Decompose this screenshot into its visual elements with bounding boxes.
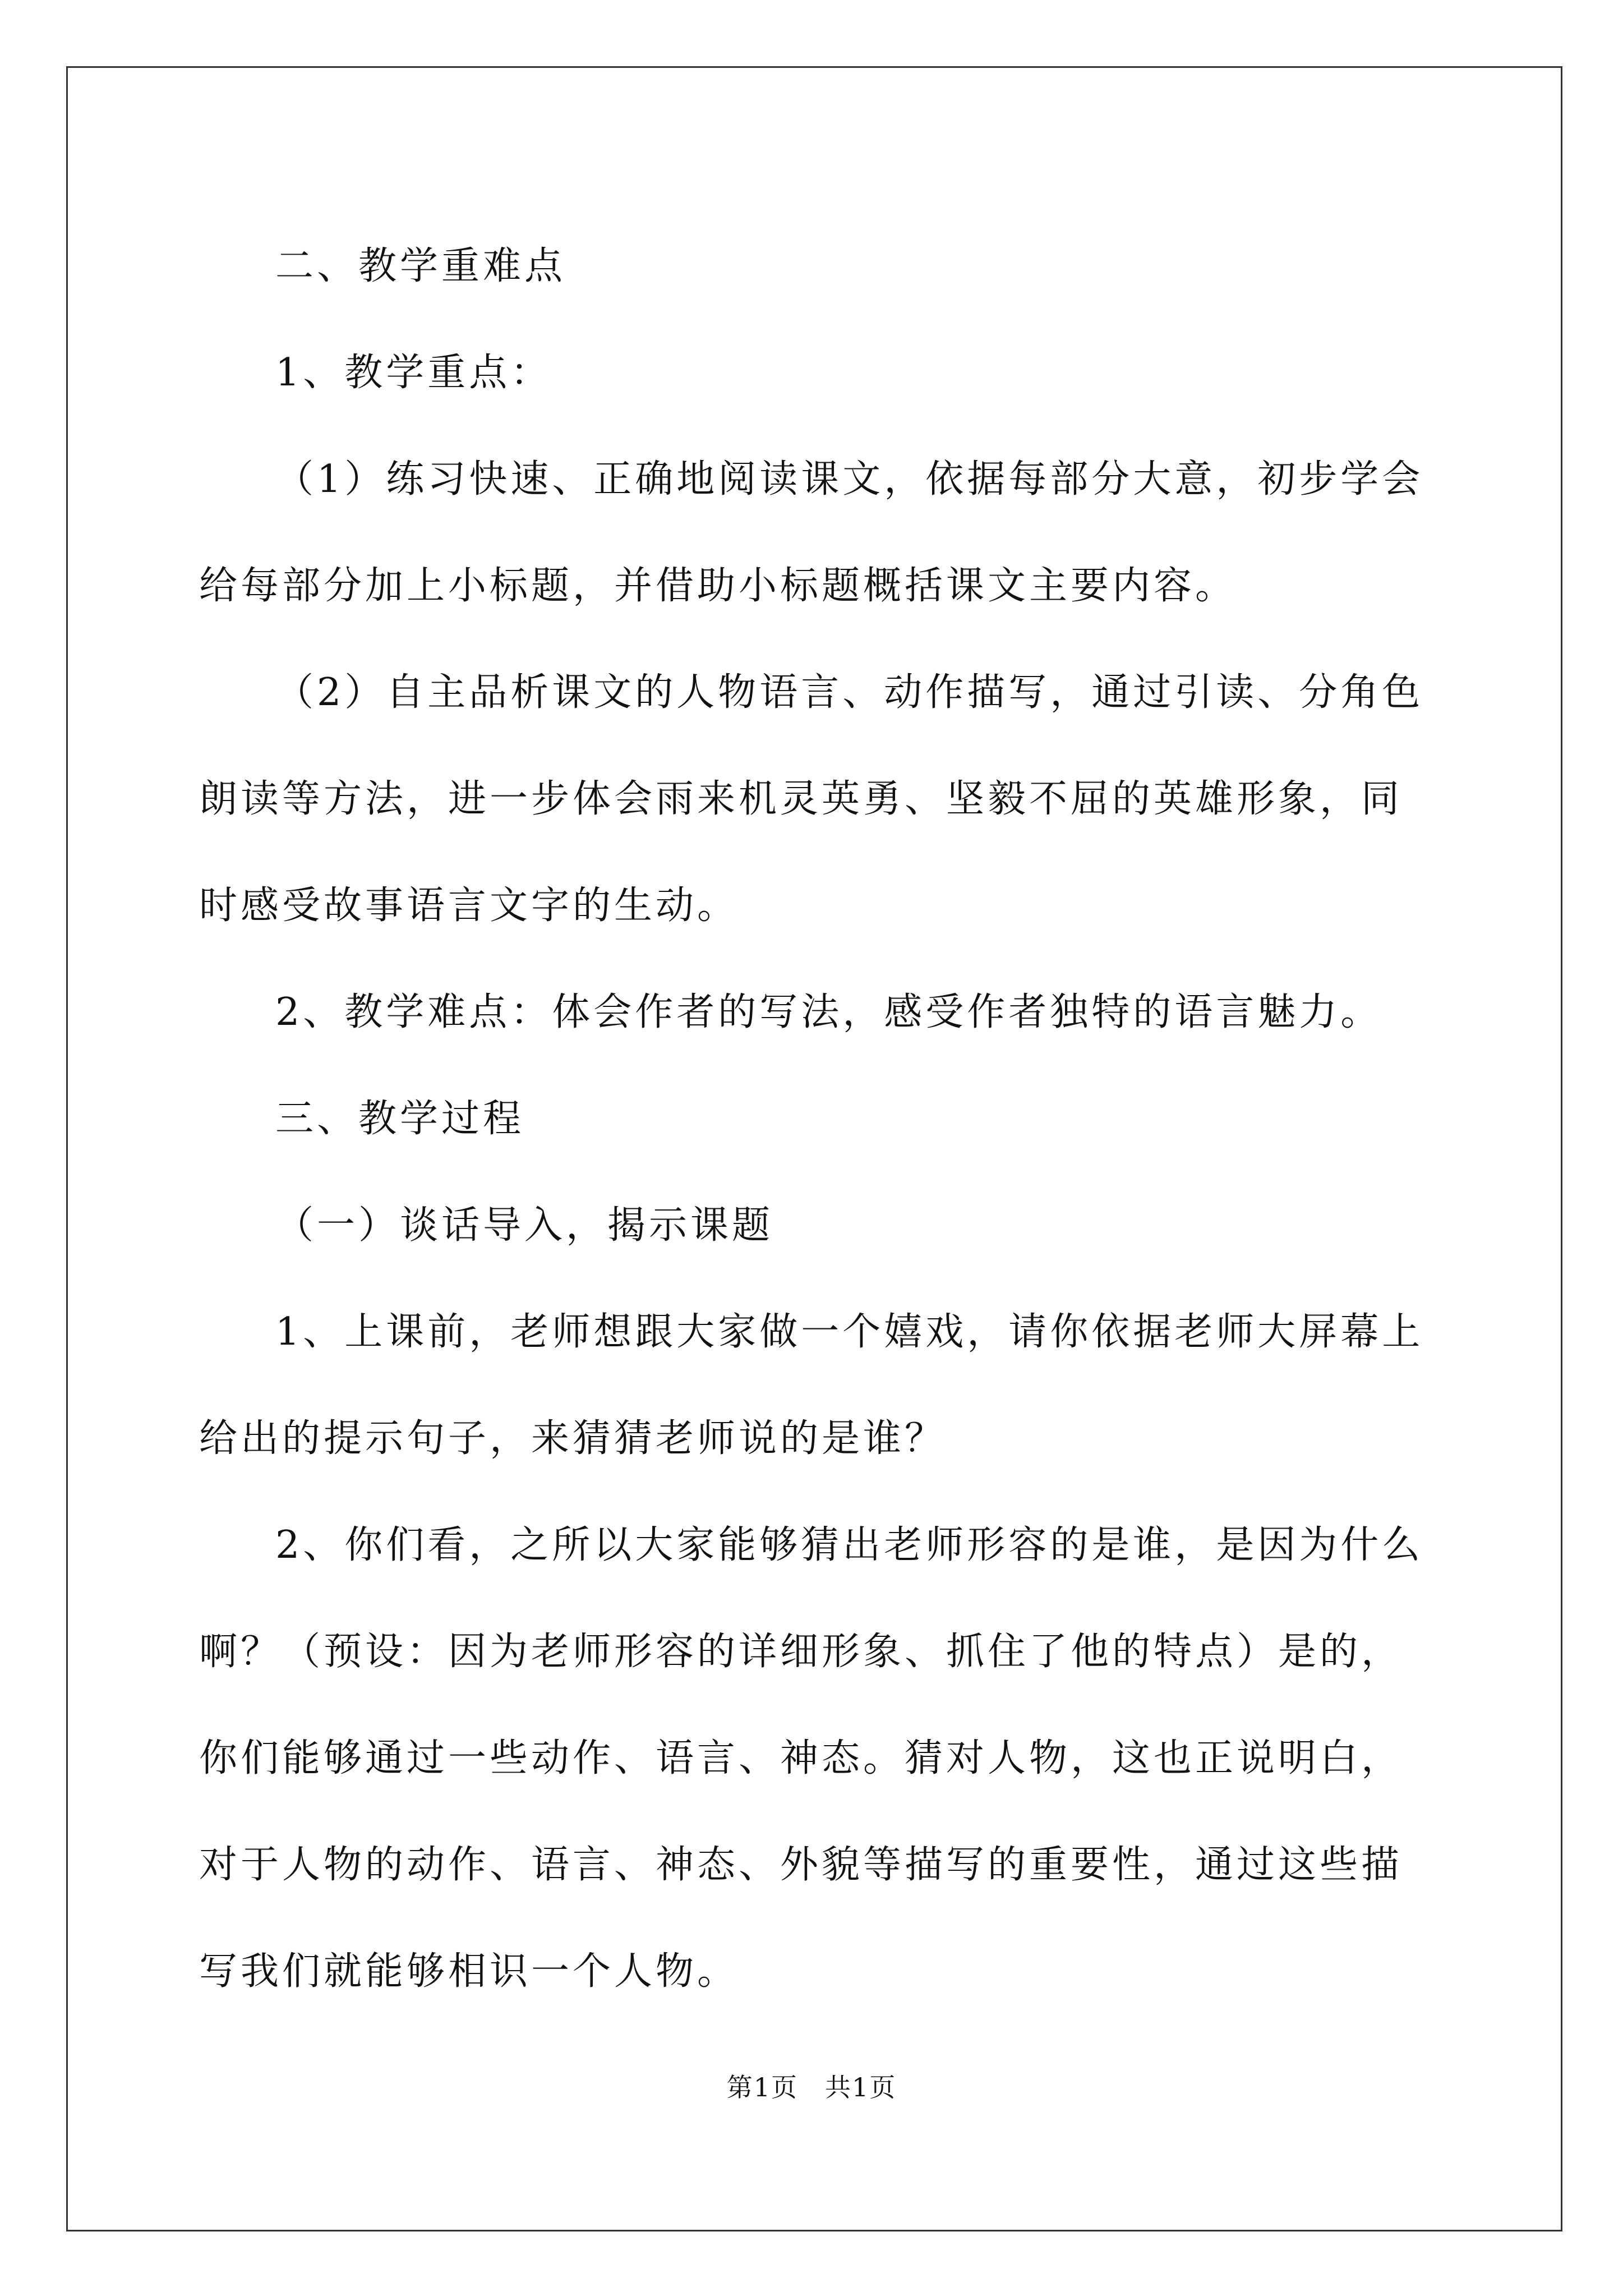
subheading-intro: （一）谈话导入，揭示课题 xyxy=(275,1203,774,1248)
paragraph-key-point-1: （1）练习快速、正确地阅读课文，依据每部分大意，初步学会给每部分加上小标题，并借助小标题概括课文主要内容。 xyxy=(199,457,1424,608)
paragraph-step-1: 1、上课前，老师想跟大家做一个嬉戏，请你依据老师大屏幕上给出的提示句子，来猜猜老师说的是谁？ xyxy=(199,1310,1424,1461)
page-footer: 第1页 共1页 xyxy=(726,2072,897,2102)
paragraph-difficulty: 2、教学难点：体会作者的写法，感受作者独特的语言魅力。 xyxy=(275,990,1382,1034)
section-heading-difficulties: 二、教学重难点 xyxy=(275,244,566,288)
paragraph-key-point-2: （2）自主品析课文的人物语言、动作描写，通过引读、分角色朗读等方法，进一步体会雨来机灵英勇、坚毅不屈的英雄形象，同时感受故事语言文字的生动。 xyxy=(199,670,1424,928)
paragraph-step-2: 2、你们看，之所以大家能够猜出老师形容的是谁，是因为什么啊？（预设：因为老师形容的详细形象、抓住了他的特点）是的，你们能够通过一些动作、语言、神态。猜对人物，这也正说明白，对于人物的动作、语言、神态、外貌等描写的重要性，通过这些描写我们就能够相识一个人物。 xyxy=(199,1523,1424,1994)
document-body xyxy=(199,213,1433,2025)
subheading-key-points: 1、教学重点： xyxy=(275,351,552,395)
section-heading-process: 三、教学过程 xyxy=(275,1097,525,1141)
